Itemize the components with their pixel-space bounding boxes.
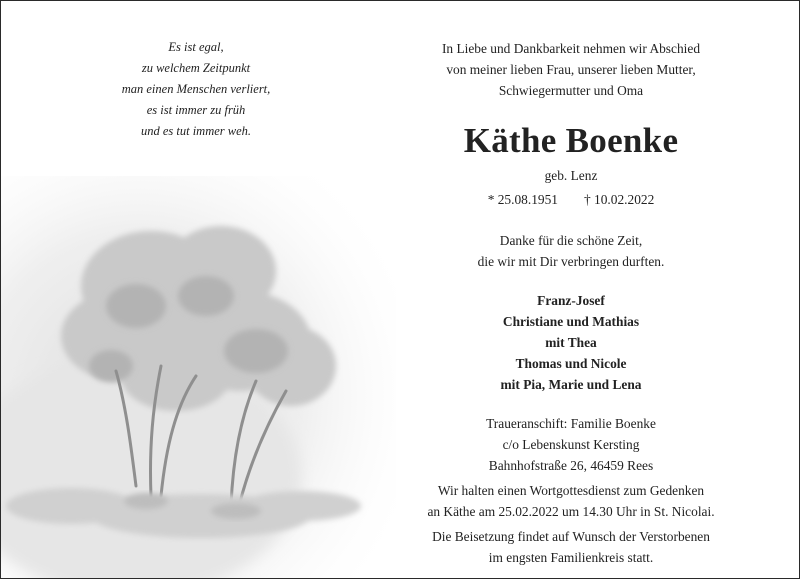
watercolor-trees-icon (1, 176, 396, 578)
death-date: † 10.02.2022 (584, 192, 655, 207)
address-line: Traueranschift: Familie Boenke (486, 416, 656, 431)
family-member: mit Thea (545, 335, 597, 350)
poem-line: es ist immer zu früh (146, 103, 246, 117)
family-member: Thomas und Nicole (515, 356, 627, 371)
poem-line: Es ist egal, (168, 40, 224, 54)
thanks-line: Danke für die schöne Zeit, (499, 233, 643, 248)
burial-info (401, 526, 741, 568)
service-line: Wir halten einen Wortgottesdienst zum Gedenken (437, 483, 705, 498)
family-member: mit Pia, Marie und Lena (500, 377, 642, 392)
poem-line: man einen Menschen verliert, (121, 82, 271, 96)
life-dates (401, 189, 741, 210)
service-line: an Käthe am 25.02.2022 um 14.30 Uhr in St. Nicolai. (427, 504, 715, 519)
thanks (401, 230, 741, 272)
intro-line: Schwiegermutter und Oma (498, 83, 644, 98)
intro-line: von meiner lieben Frau, unserer lieben Mutter, (446, 62, 696, 77)
mourning-address (401, 413, 741, 476)
address-line: Bahnhofstraße 26, 46459 Rees (488, 458, 654, 473)
poem-line: und es tut immer weh. (140, 124, 252, 138)
deceased-name: Käthe Boenke (463, 121, 679, 160)
birth-name: geb. Lenz (544, 168, 598, 183)
address-line: c/o Lebenskunst Kersting (502, 437, 640, 452)
burial-line: Die Beisetzung findet auf Wunsch der Verstorbenen (432, 529, 710, 544)
notice-body (401, 38, 741, 568)
service-info (401, 480, 741, 522)
birth-date: * 25.08.1951 (487, 192, 558, 207)
intro (401, 38, 741, 101)
intro-line: In Liebe und Dankbarkeit nehmen wir Abschied (441, 41, 701, 56)
thanks-line: die wir mit Dir verbringen durften. (477, 254, 665, 269)
family-member: Christiane und Mathias (502, 314, 640, 329)
burial-line: im engsten Familienkreis statt. (488, 550, 654, 565)
family-member: Franz-Josef (537, 293, 605, 308)
family-list (401, 290, 741, 395)
poem-line: zu welchem Zeitpunkt (141, 61, 251, 75)
poem (101, 37, 291, 142)
